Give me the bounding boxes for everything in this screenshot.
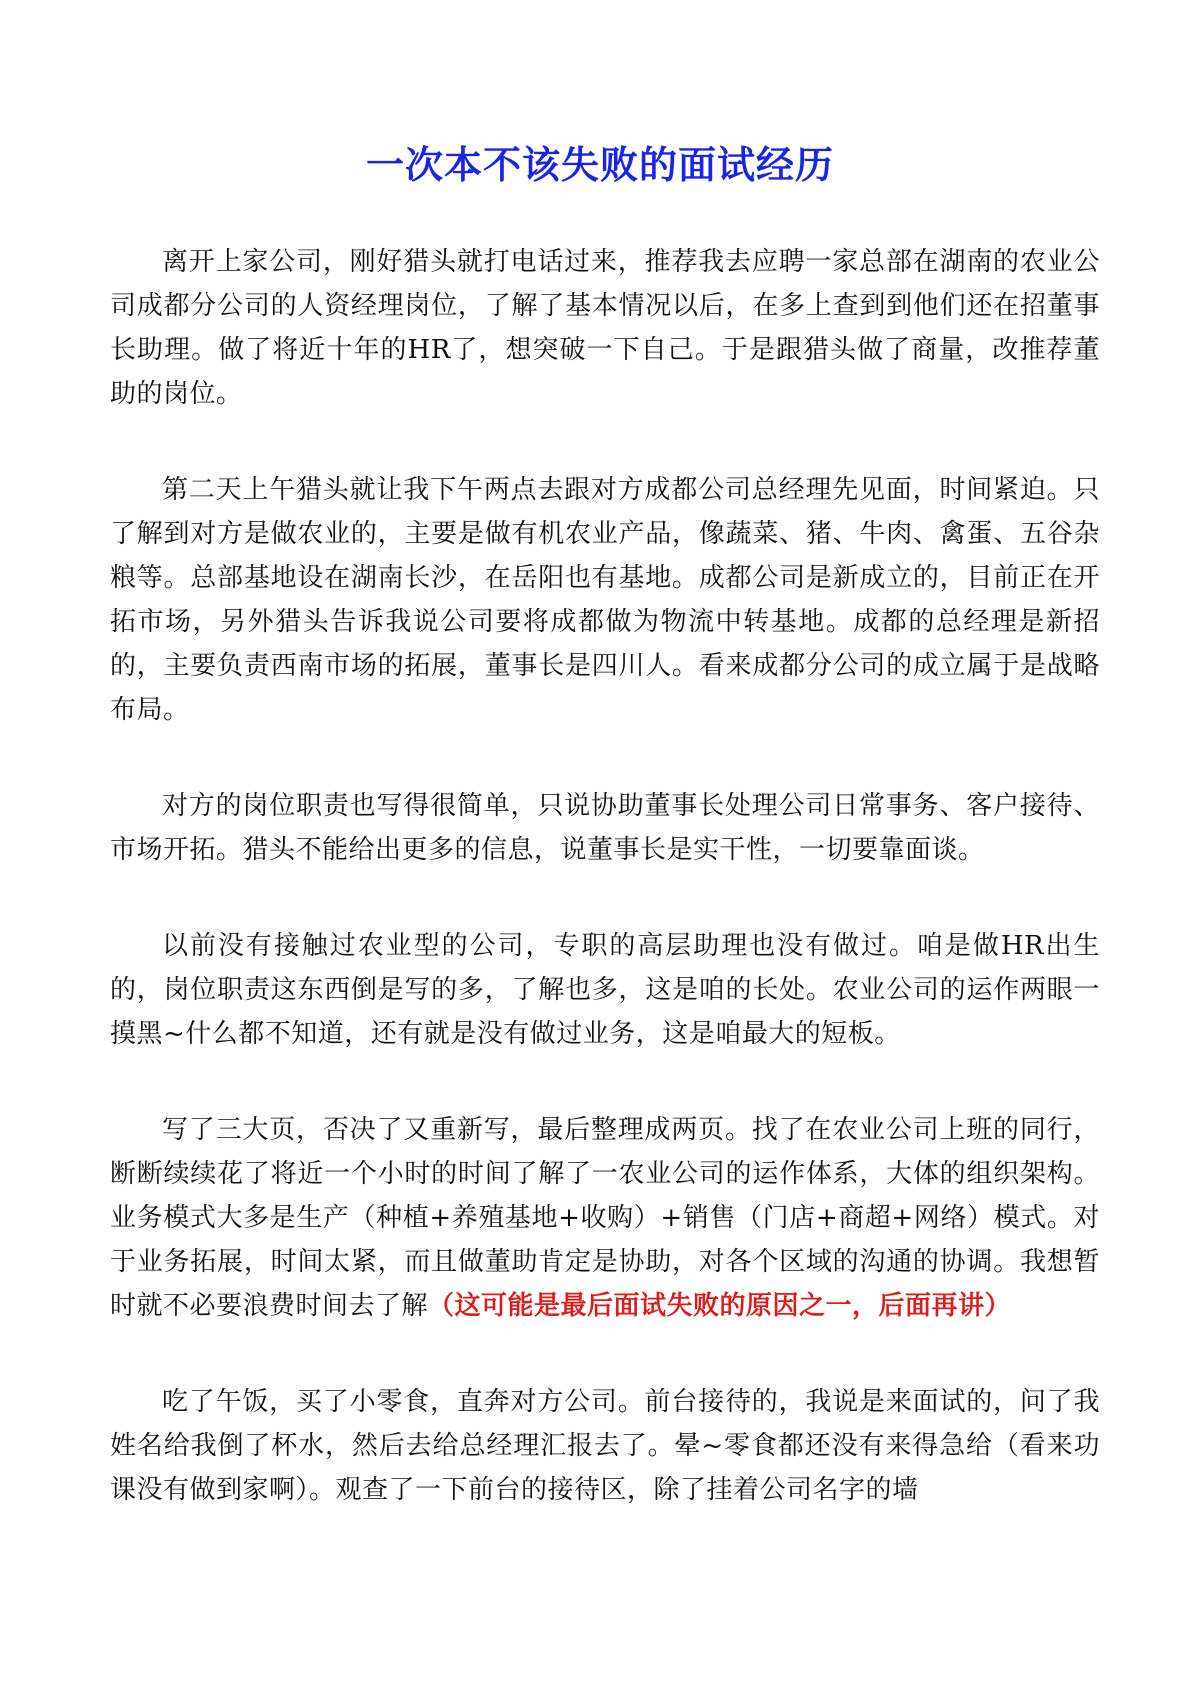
paragraph-6: 吃了午饭，买了小零食，直奔对方公司。前台接待的，我说是来面试的，问了我姓名给我倒了杯水，然后去给总经理汇报去了。晕~零食都还没有来得急给（看来功课没有做到家啊）。观查了一下前台的接待区，除了挂着公司名字的墙 xyxy=(110,1387,1100,1505)
document-body xyxy=(110,240,1100,1564)
paragraph-3: 对方的岗位职责也写得很简单，只说协助董事长处理公司日常事务、客户接待、市场开拓。猎头不能给出更多的信息，说董事长是实干性，一切要靠面谈。 xyxy=(110,791,1100,865)
paragraph-5-text: 写了三大页，否决了又重新写，最后整理成两页。找了在农业公司上班的同行，断断续续花了将近一个小时的时间了解了一农业公司的运作体系，大体的组织架构。业务模式大多是生产（种植+养殖基地+收购）+销售（门店+商超+网络）模式。对于业务拓展，时间太紧，而且做董助肯定是协助，对各个区域的沟通的协调。我想暂时就不必要浪费时间去了解 xyxy=(110,1115,1100,1321)
paragraph-1: 离开上家公司，刚好猎头就打电话过来，推荐我去应聘一家总部在湖南的农业公司成都分公司的人资经理岗位，了解了基本情况以后，在多上查到到他们还在招董事长助理。做了将近十年的HR了，想突破一下自己。于是跟猎头做了商量，改推荐董助的岗位。 xyxy=(110,247,1100,409)
paragraph-2: 第二天上午猎头就让我下午两点去跟对方成都公司总经理先见面，时间紧迫。只了解到对方是做农业的，主要是做有机农业产品，像蔬菜、猪、牛肉、禽蛋、五谷杂粮等。总部基地设在湖南长沙，在岳阳也有基地。成都公司是新成立的，目前正在开拓市场，另外猎头告诉我说公司要将成都做为物流中转基地。成都的总经理是新招的，主要负责西南市场的拓展，董事长是四川人。看来成都分公司的成立属于是战略布局。 xyxy=(110,475,1100,725)
paragraph-5 xyxy=(110,1108,1100,1328)
highlight-note: （这可能是最后面试失败的原因之一，后面再讲） xyxy=(428,1291,1012,1321)
document-title: 一次本不该失败的面试经历 xyxy=(365,142,834,187)
paragraph-4: 以前没有接触过农业型的公司，专职的高层助理也没有做过。咱是做HR出生的，岗位职责这东西倒是写的多，了解也多，这是咱的长处。农业公司的运作两眼一摸黑~什么都不知道，还有就是没有做过业务，这是咱最大的短板。 xyxy=(110,931,1100,1049)
